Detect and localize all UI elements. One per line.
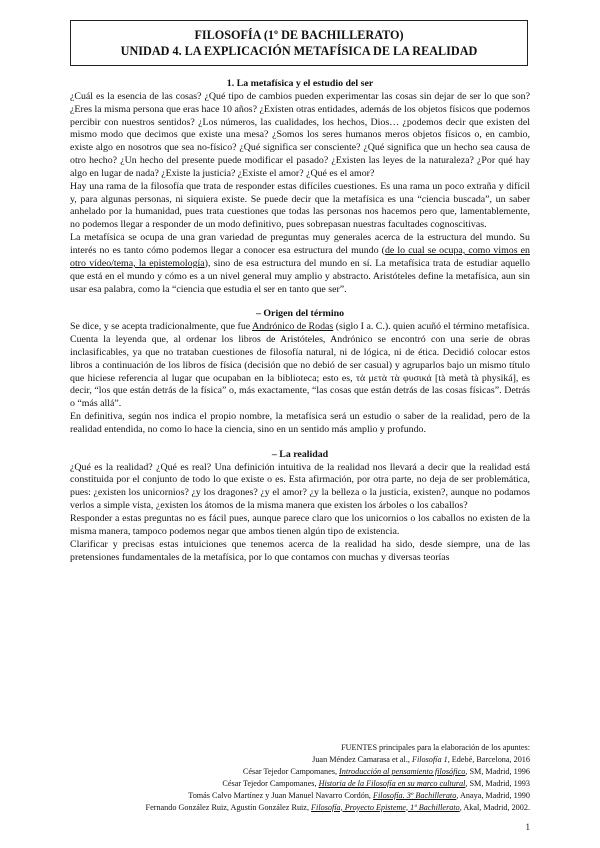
paragraph — [70, 321, 530, 334]
text-run: ), sino de esa estructura del mundo en sí. La metafísica trata de estudiar aquello que está en el mundo y cómo es a un nivel general muy amplio y abstracto. Aristóteles define la metafísica, aun sin usar esa palabra, como la “ciencia que estudia el ser en tanto que ser”. — [70, 257, 530, 295]
header-unit-title: UNIDAD 4. LA EXPLICACIÓN METAFÍSICA DE LA REALIDAD — [120, 44, 478, 58]
source-author: Tomás Calvo Martínez y Juan Manuel Navarro Cordón, — [188, 790, 374, 800]
paragraph: Clarificar y precisas estas intuiciones que tenemos acerca de la realidad ha sido, desde siempre, una de las pretensiones fundamentales de la metafísica, por lo que contamos con muchas y diversas teorías — [70, 538, 530, 563]
document-header — [70, 20, 528, 66]
source-publisher: , Anaya, Madrid, 1990 — [456, 790, 530, 800]
source-publisher: , SM, Madrid, 1993 — [465, 778, 530, 788]
paragraph: ¿Qué es la realidad? ¿Qué es real? Una definición intuitiva de la realidad nos llevará a decir que la realidad está constituida por el conjunto de todo lo que existe o es. Esta afirmación, por otra parte, no deja de ser problemática, pues: ¿existen los unicornios? ¿y los dragones? ¿y el amor? ¿y la belleza o la justicia, existen?, aunque no podamos verlos a simple vista, ¿existen los átomos de la misma manera que existen los árboles o los caballos? — [70, 461, 530, 512]
source-publisher: , Akal, Madrid, 2002. — [459, 802, 530, 812]
page-number: 1 — [525, 822, 530, 832]
paragraph: Hay una rama de la filosofía que trata de responder estas difíciles cuestiones. Es una rama un poco extraña y difícil y, para algunas personas, ni siquiera existe. Se puede decir que la metafísica es una “ciencia buscada”, un saber anhelado por la humanidad, pues trata cuestiones que todas las personas nos hacemos pero que, lamentablemente, no podemos llegar a responder de un modo definitivo, pues sobrepasan nuestras facultades cognoscitivas. — [70, 180, 530, 231]
source-title: Filosofía 1 — [411, 754, 448, 764]
source-title: Filosofía, Proyecto Episteme, 1º Bachillerato — [311, 802, 460, 812]
text-run: La metafísica se ocupa de una gran variedad de preguntas muy generales acerca de la estructura del mundo. Su interés no es tanto cómo podemos llegar a conocer esa estructura del mundo ( — [70, 232, 530, 256]
text-run: (siglo I a. C.). quien acuñó el término metafísica. — [333, 321, 530, 333]
source-title: Historia de la Filosofía en su marco cultural — [318, 778, 466, 788]
sources-list — [60, 742, 530, 813]
paragraph: En definitiva, según nos indica el propio nombre, la metafísica será un estudio o saber de la realidad, pero de la realidad entendida, no como lo hace la ciencia, sino en un sentido más amplio y profundo. — [70, 411, 530, 435]
underlined-text: de lo cual se ocupa, como vimos en otro vídeo/tema, la epistemología — [70, 244, 530, 269]
sources-heading: FUENTES principales para la elaboración de los apuntes: — [341, 743, 530, 752]
source-title: Filosofía. 3º Bachillerato — [373, 790, 457, 800]
text-run: Se dice, y se acepta tradicionalmente, que fue — [70, 321, 253, 333]
document-body — [70, 78, 530, 564]
source-author: César Tejedor Campomanes, — [242, 766, 340, 776]
section-title-origin: – Origen del término — [255, 308, 345, 320]
source-entry — [60, 766, 530, 778]
source-entry — [60, 802, 530, 814]
source-author: César Tejedor Campomanes, — [222, 778, 319, 788]
source-title: Introducción al pensamiento filosófico — [339, 766, 466, 776]
paragraph — [70, 232, 530, 296]
source-author: Fernando González Ruiz, Agustín González Ruiz, — [145, 802, 312, 812]
section-title-metaphysics: 1. La metafísica y el estudio del ser — [226, 78, 374, 89]
source-author: Juan Méndez Camarasa et al., — [312, 754, 412, 764]
paragraph: Cuenta la leyenda que, al ordenar los libros de Aristóteles, Andrónico se encontró con una serie de obras inclasificables, ya que no trataban cuestiones de filosofía natural, ni de lógica, ni de ética. Decidió colocar estos libros a continuación de los libros de física (decisión que no debió de ser casual) y agruparlos bajo un mismo título que hiciese referencia al lugar que ocupaban en la biblioteca; esto es, τὰ μετὰ τὰ φυσικά [tà metà tà physiká], es decir, “los que están detrás de la física” o, más exactamente, “las cosas que están detrás de las cosas físicas”. Detrás o “más allá”. — [70, 334, 530, 410]
source-publisher: , SM, Madrid, 1996 — [465, 766, 530, 776]
source-publisher: , Edebé, Barcelona, 2016 — [447, 754, 530, 764]
underlined-text: Andrónico de Rodas — [252, 321, 334, 333]
header-course-title: FILOSOFÍA (1º DE BACHILLERATO) — [194, 28, 404, 42]
section-title-reality: – La realidad — [271, 448, 329, 460]
source-entry — [60, 754, 530, 766]
paragraph: ¿Cuál es la esencia de las cosas? ¿Qué tipo de cambios pueden experimentar las cosas sin dejar de ser lo que son? ¿Eres la misma persona que eras hace 10 años? ¿Existen otras entidades, además de los objetos físicos que podemos percibir con nuestros sentidos? ¿Los números, las cualidades, los hechos, Dios… ¿podemos decir que existen del mismo modo que decimos que existe una mesa? ¿Somos los seres humanos meros objetos físicos o, en cambio, existe algo en nosotros que sea no-físico? ¿Qué significa ser consciente? ¿Qué significa que un hecho sea causa de otro hecho? ¿Un hecho del presente puede modificar el pasado? ¿Existen las leyes de la naturaleza? ¿Por qué hay algo en lugar de nada? ¿Existe la justicia? ¿Existe el amor? ¿Qué es el amor? — [70, 90, 530, 179]
source-entry — [60, 790, 530, 802]
paragraph: Responder a estas preguntas no es fácil pues, aunque parece claro que los unicornios o los caballos no existen de la misma manera, tampoco podemos negar que ambos tienen algún tipo de existencia. — [70, 513, 530, 537]
source-entry — [60, 778, 530, 790]
